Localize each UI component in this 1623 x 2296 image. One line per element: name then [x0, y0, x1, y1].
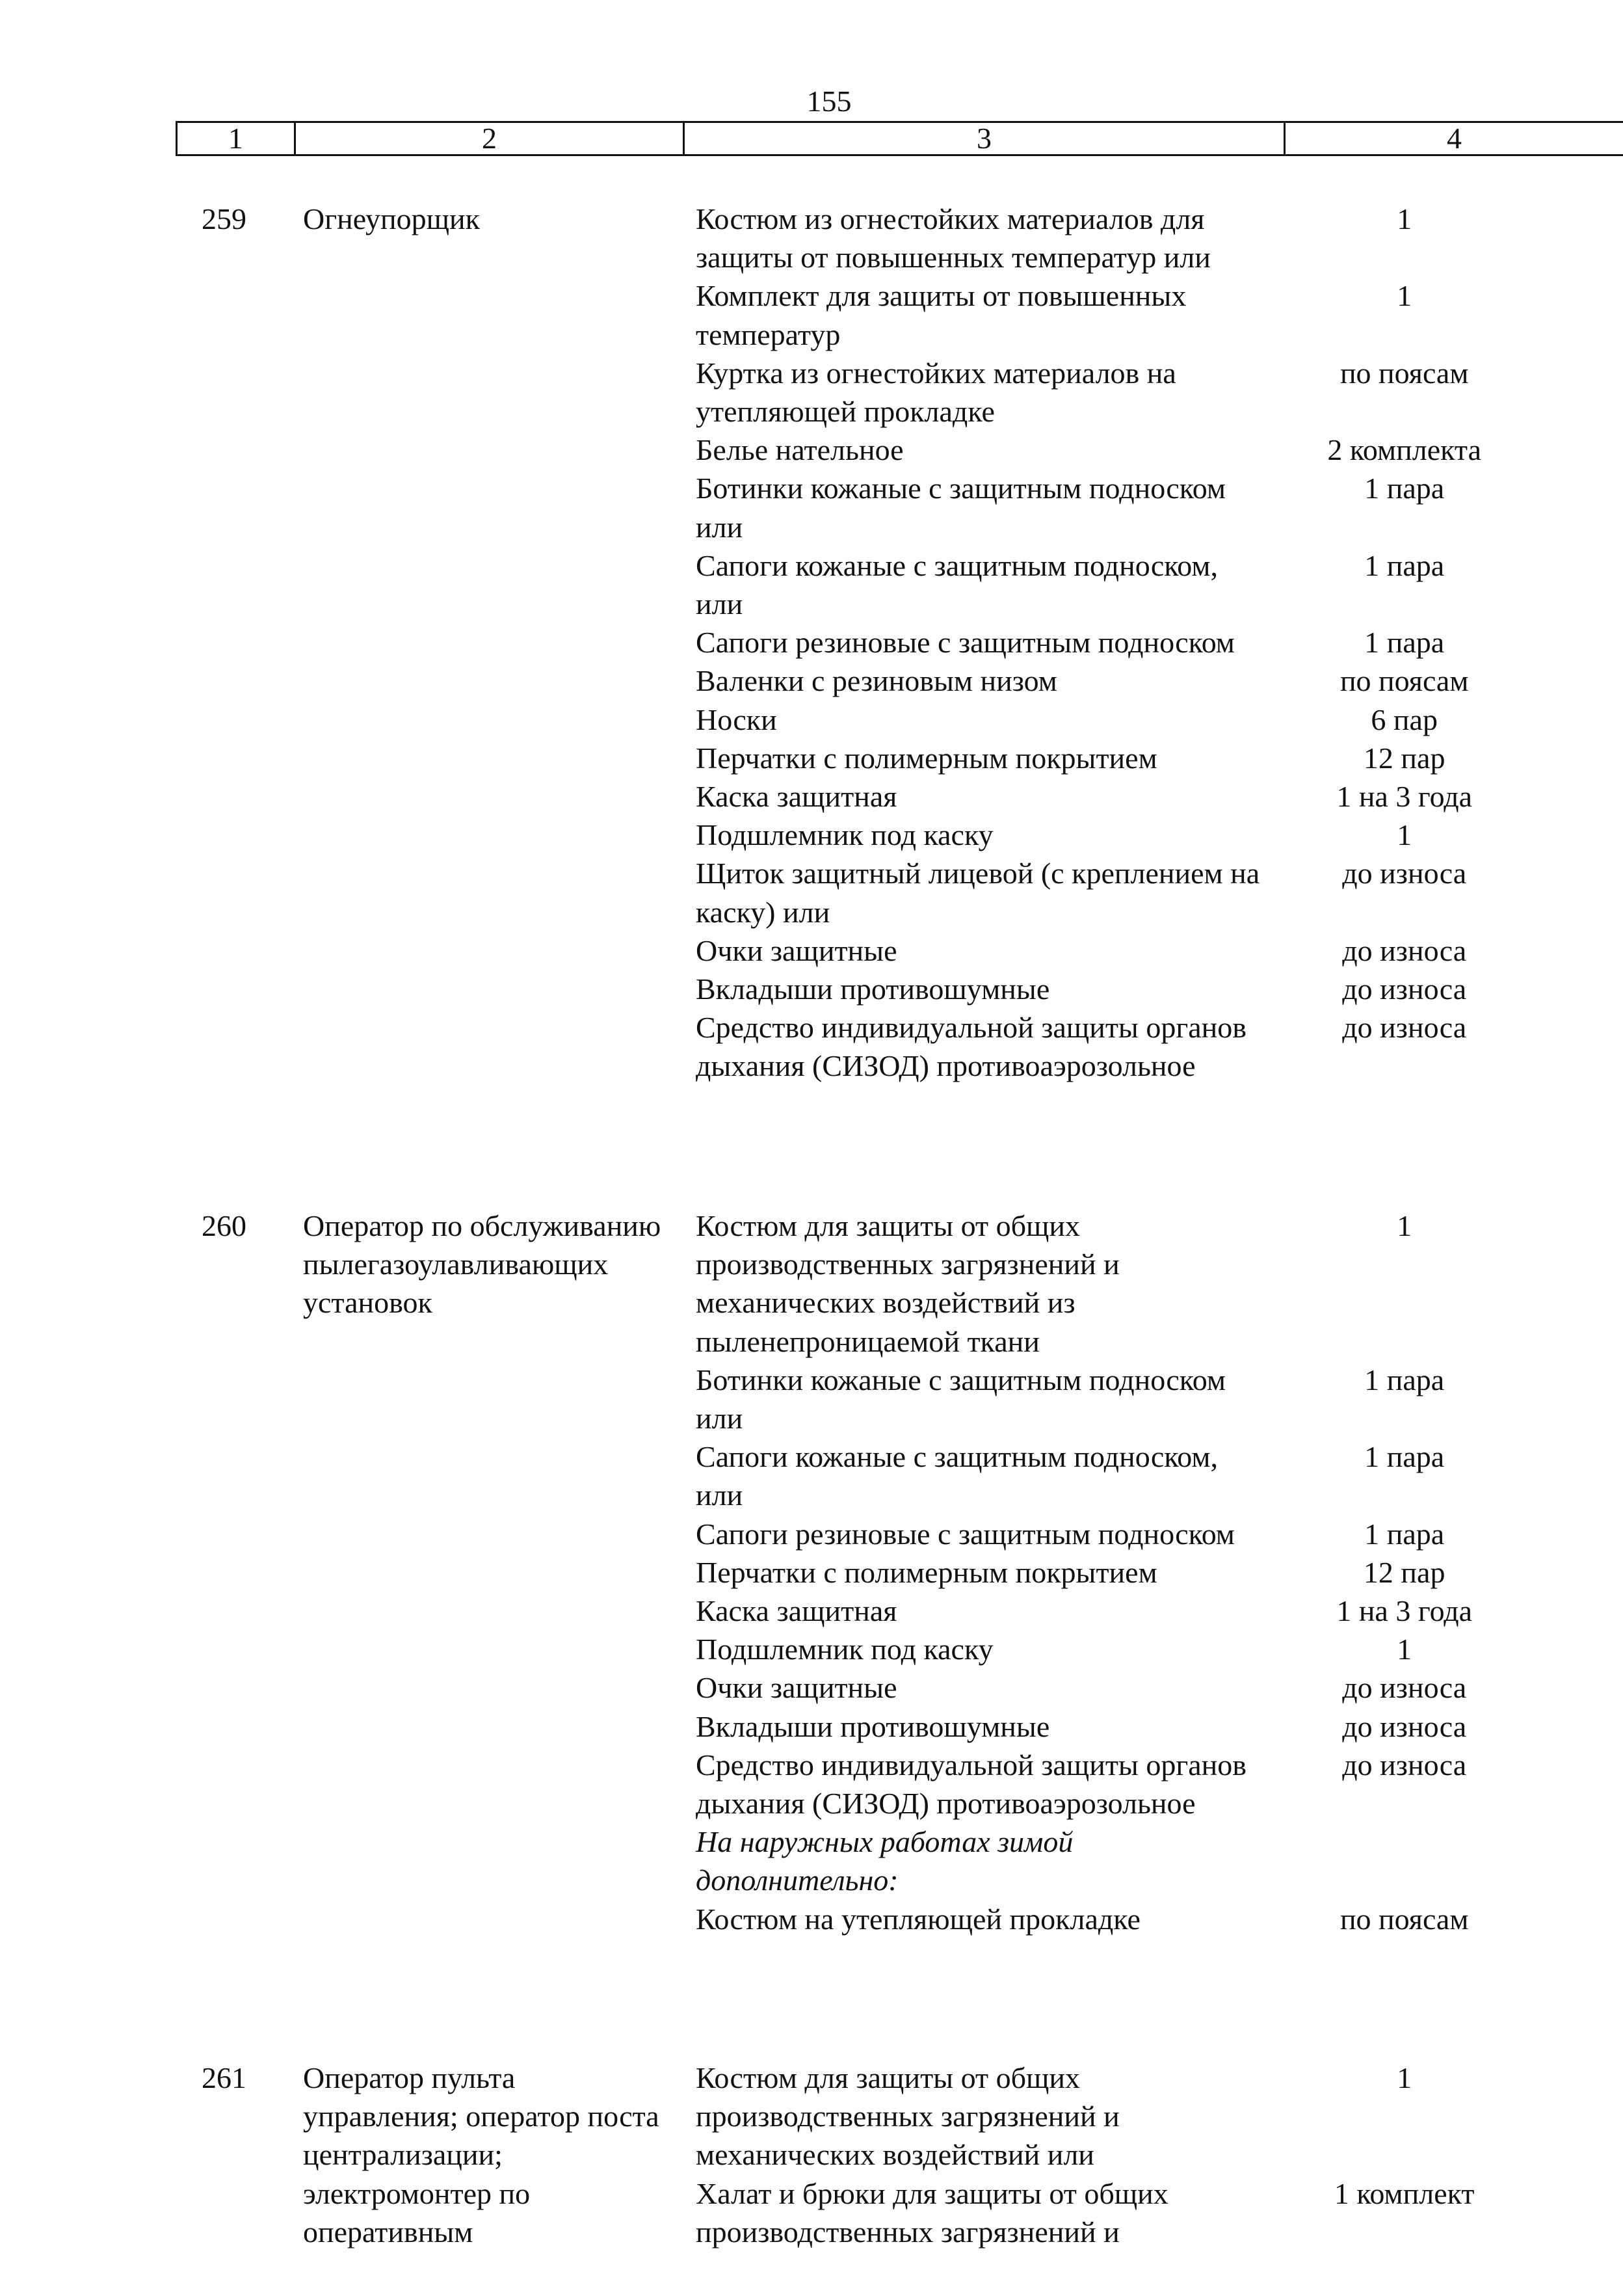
item-name: Ботинки кожаные с защитным подноском или	[696, 472, 1226, 544]
list-item	[696, 431, 1541, 469]
list-item	[696, 1630, 1541, 1668]
list-item	[696, 2059, 1541, 2174]
item-qty: до износа	[1342, 1011, 1467, 1045]
equipment-list	[696, 200, 1541, 1086]
profession-name: Оператор по обслуживанию пылегазоулавливающих установок	[303, 1209, 661, 1320]
item-name: Средство индивидуальной защиты органов дыхания (СИЗОД) противоаэрозольное	[696, 1748, 1247, 1821]
item-qty: 1 на 3 года	[1336, 1594, 1473, 1628]
entry-number: 261	[202, 2061, 246, 2094]
list-item	[696, 469, 1541, 546]
list-item	[696, 1515, 1541, 1553]
list-item	[696, 200, 1541, 276]
item-qty: 1	[1397, 1633, 1412, 1666]
item-name: Каска защитная	[696, 780, 897, 814]
item-name: Ботинки кожаные с защитным подноском или	[696, 1363, 1226, 1435]
item-qty: по поясам	[1339, 1902, 1469, 1936]
item-qty: до износа	[1342, 972, 1467, 1006]
equipment-list	[696, 1207, 1541, 1938]
item-name: Сапоги кожаные с защитным подноском, или	[696, 548, 1219, 621]
item-name: Комплект для защиты от повышенных температур	[696, 279, 1187, 351]
item-qty: 1	[1397, 202, 1412, 235]
item-qty: по поясам	[1339, 356, 1469, 390]
item-qty: до износа	[1342, 857, 1467, 890]
item-name: Каска защитная	[696, 1594, 897, 1628]
item-qty: 1 пара	[1364, 472, 1445, 505]
item-qty: 1 пара	[1364, 1517, 1445, 1551]
list-item	[696, 739, 1541, 777]
column-header-3: 3	[685, 123, 1286, 154]
item-name: Вкладыши противошумные	[696, 972, 1050, 1006]
item-name: Очки защитные	[696, 933, 897, 967]
item-qty: 1	[1397, 1209, 1412, 1242]
list-item	[696, 1822, 1541, 1899]
column-header-4: 4	[1447, 122, 1462, 155]
list-item	[696, 777, 1541, 816]
item-name: Костюм из огнестойких материалов для защиты от повышенных температур или	[696, 202, 1211, 274]
item-qty: 1	[1397, 279, 1412, 313]
list-item	[696, 2174, 1541, 2251]
item-name: Щиток защитный лицевой (с креплением на каску) или	[696, 857, 1260, 929]
item-qty: 1 пара	[1364, 626, 1445, 660]
entry-number: 259	[202, 202, 246, 235]
item-name: Перчатки с полимерным покрытием	[696, 1555, 1157, 1589]
item-qty: по поясам	[1339, 664, 1469, 698]
item-name: Сапоги резиновые с защитным подноском	[696, 1517, 1235, 1551]
item-name: Сапоги резиновые с защитным подноском	[696, 626, 1235, 660]
item-qty: 1 пара	[1364, 1440, 1445, 1474]
list-item	[696, 1592, 1541, 1630]
column-header-2: 2	[296, 123, 685, 154]
item-qty: 1 на 3 года	[1336, 780, 1473, 814]
item-qty: до износа	[1342, 933, 1467, 967]
item-name: Белье нательное	[696, 433, 904, 467]
list-item	[696, 1746, 1541, 1822]
item-qty: до износа	[1342, 1748, 1467, 1782]
page-number: 155	[806, 85, 852, 118]
item-qty: 1 пара	[1364, 1363, 1445, 1396]
list-item	[696, 1361, 1541, 1437]
list-item	[696, 931, 1541, 970]
list-item	[696, 1008, 1541, 1085]
item-qty: 1	[1397, 2061, 1412, 2094]
list-item	[696, 546, 1541, 623]
profession-name: Оператор пульта управления; оператор поста централизации; электромонтер по оперативным	[303, 2061, 659, 2249]
list-item	[696, 1707, 1541, 1746]
item-name: Подшлемник под каску	[696, 818, 994, 852]
list-item	[696, 1553, 1541, 1592]
item-name: Носки	[696, 702, 777, 736]
item-qty: до износа	[1342, 1671, 1467, 1705]
item-qty: 12 пар	[1363, 1555, 1445, 1589]
list-item	[696, 970, 1541, 1008]
list-item	[696, 276, 1541, 353]
item-name: Валенки с резиновым низом	[696, 664, 1057, 698]
item-qty: 12 пар	[1363, 741, 1445, 775]
column-header-row	[176, 121, 1623, 156]
item-name: Халат и брюки для защиты от общих производственных загрязнений и	[696, 2176, 1168, 2249]
item-qty: 1 пара	[1364, 548, 1445, 582]
item-name: Сапоги кожаные с защитным подноском, или	[696, 1440, 1219, 1512]
item-name: Куртка из огнестойких материалов на утепляющей прокладке	[696, 356, 1176, 429]
list-item	[696, 661, 1541, 700]
item-name: Подшлемник под каску	[696, 1633, 994, 1666]
item-name: Костюм для защиты от общих производственных загрязнений и механических воздействий или	[696, 2061, 1120, 2172]
list-item	[696, 816, 1541, 854]
item-qty: 1	[1397, 818, 1412, 852]
item-name: Очки защитные	[696, 1671, 897, 1705]
item-qty: до износа	[1342, 1709, 1467, 1743]
item-name: Перчатки с полимерным покрытием	[696, 741, 1157, 775]
item-name: Костюм на утепляющей прокладке	[696, 1902, 1141, 1936]
list-item	[696, 1207, 1541, 1361]
entry-number: 260	[202, 1209, 246, 1242]
item-name: Вкладыши противошумные	[696, 1709, 1050, 1743]
list-item	[696, 854, 1541, 931]
list-item	[696, 1437, 1541, 1514]
item-qty: 1 комплект	[1334, 2176, 1475, 2210]
list-item	[696, 354, 1541, 431]
column-header-1: 1	[178, 123, 296, 154]
item-qty: 6 пар	[1371, 702, 1438, 736]
item-name-note: На наружных работах зимой дополнительно:	[696, 1825, 1074, 1897]
list-item	[696, 1668, 1541, 1707]
item-qty: 2 комплекта	[1327, 433, 1481, 467]
equipment-list	[696, 2059, 1541, 2251]
profession-name: Огнеупорщик	[303, 202, 480, 235]
list-item	[696, 701, 1541, 739]
item-qty	[1267, 1822, 1541, 1899]
item-name: Костюм для защиты от общих производственных загрязнений и механических воздействий из пыленепроницаемой ткани	[696, 1209, 1120, 1358]
item-name: Средство индивидуальной защиты органов дыхания (СИЗОД) противоаэрозольное	[696, 1011, 1247, 1083]
list-item	[696, 623, 1541, 661]
list-item	[696, 1900, 1541, 1938]
